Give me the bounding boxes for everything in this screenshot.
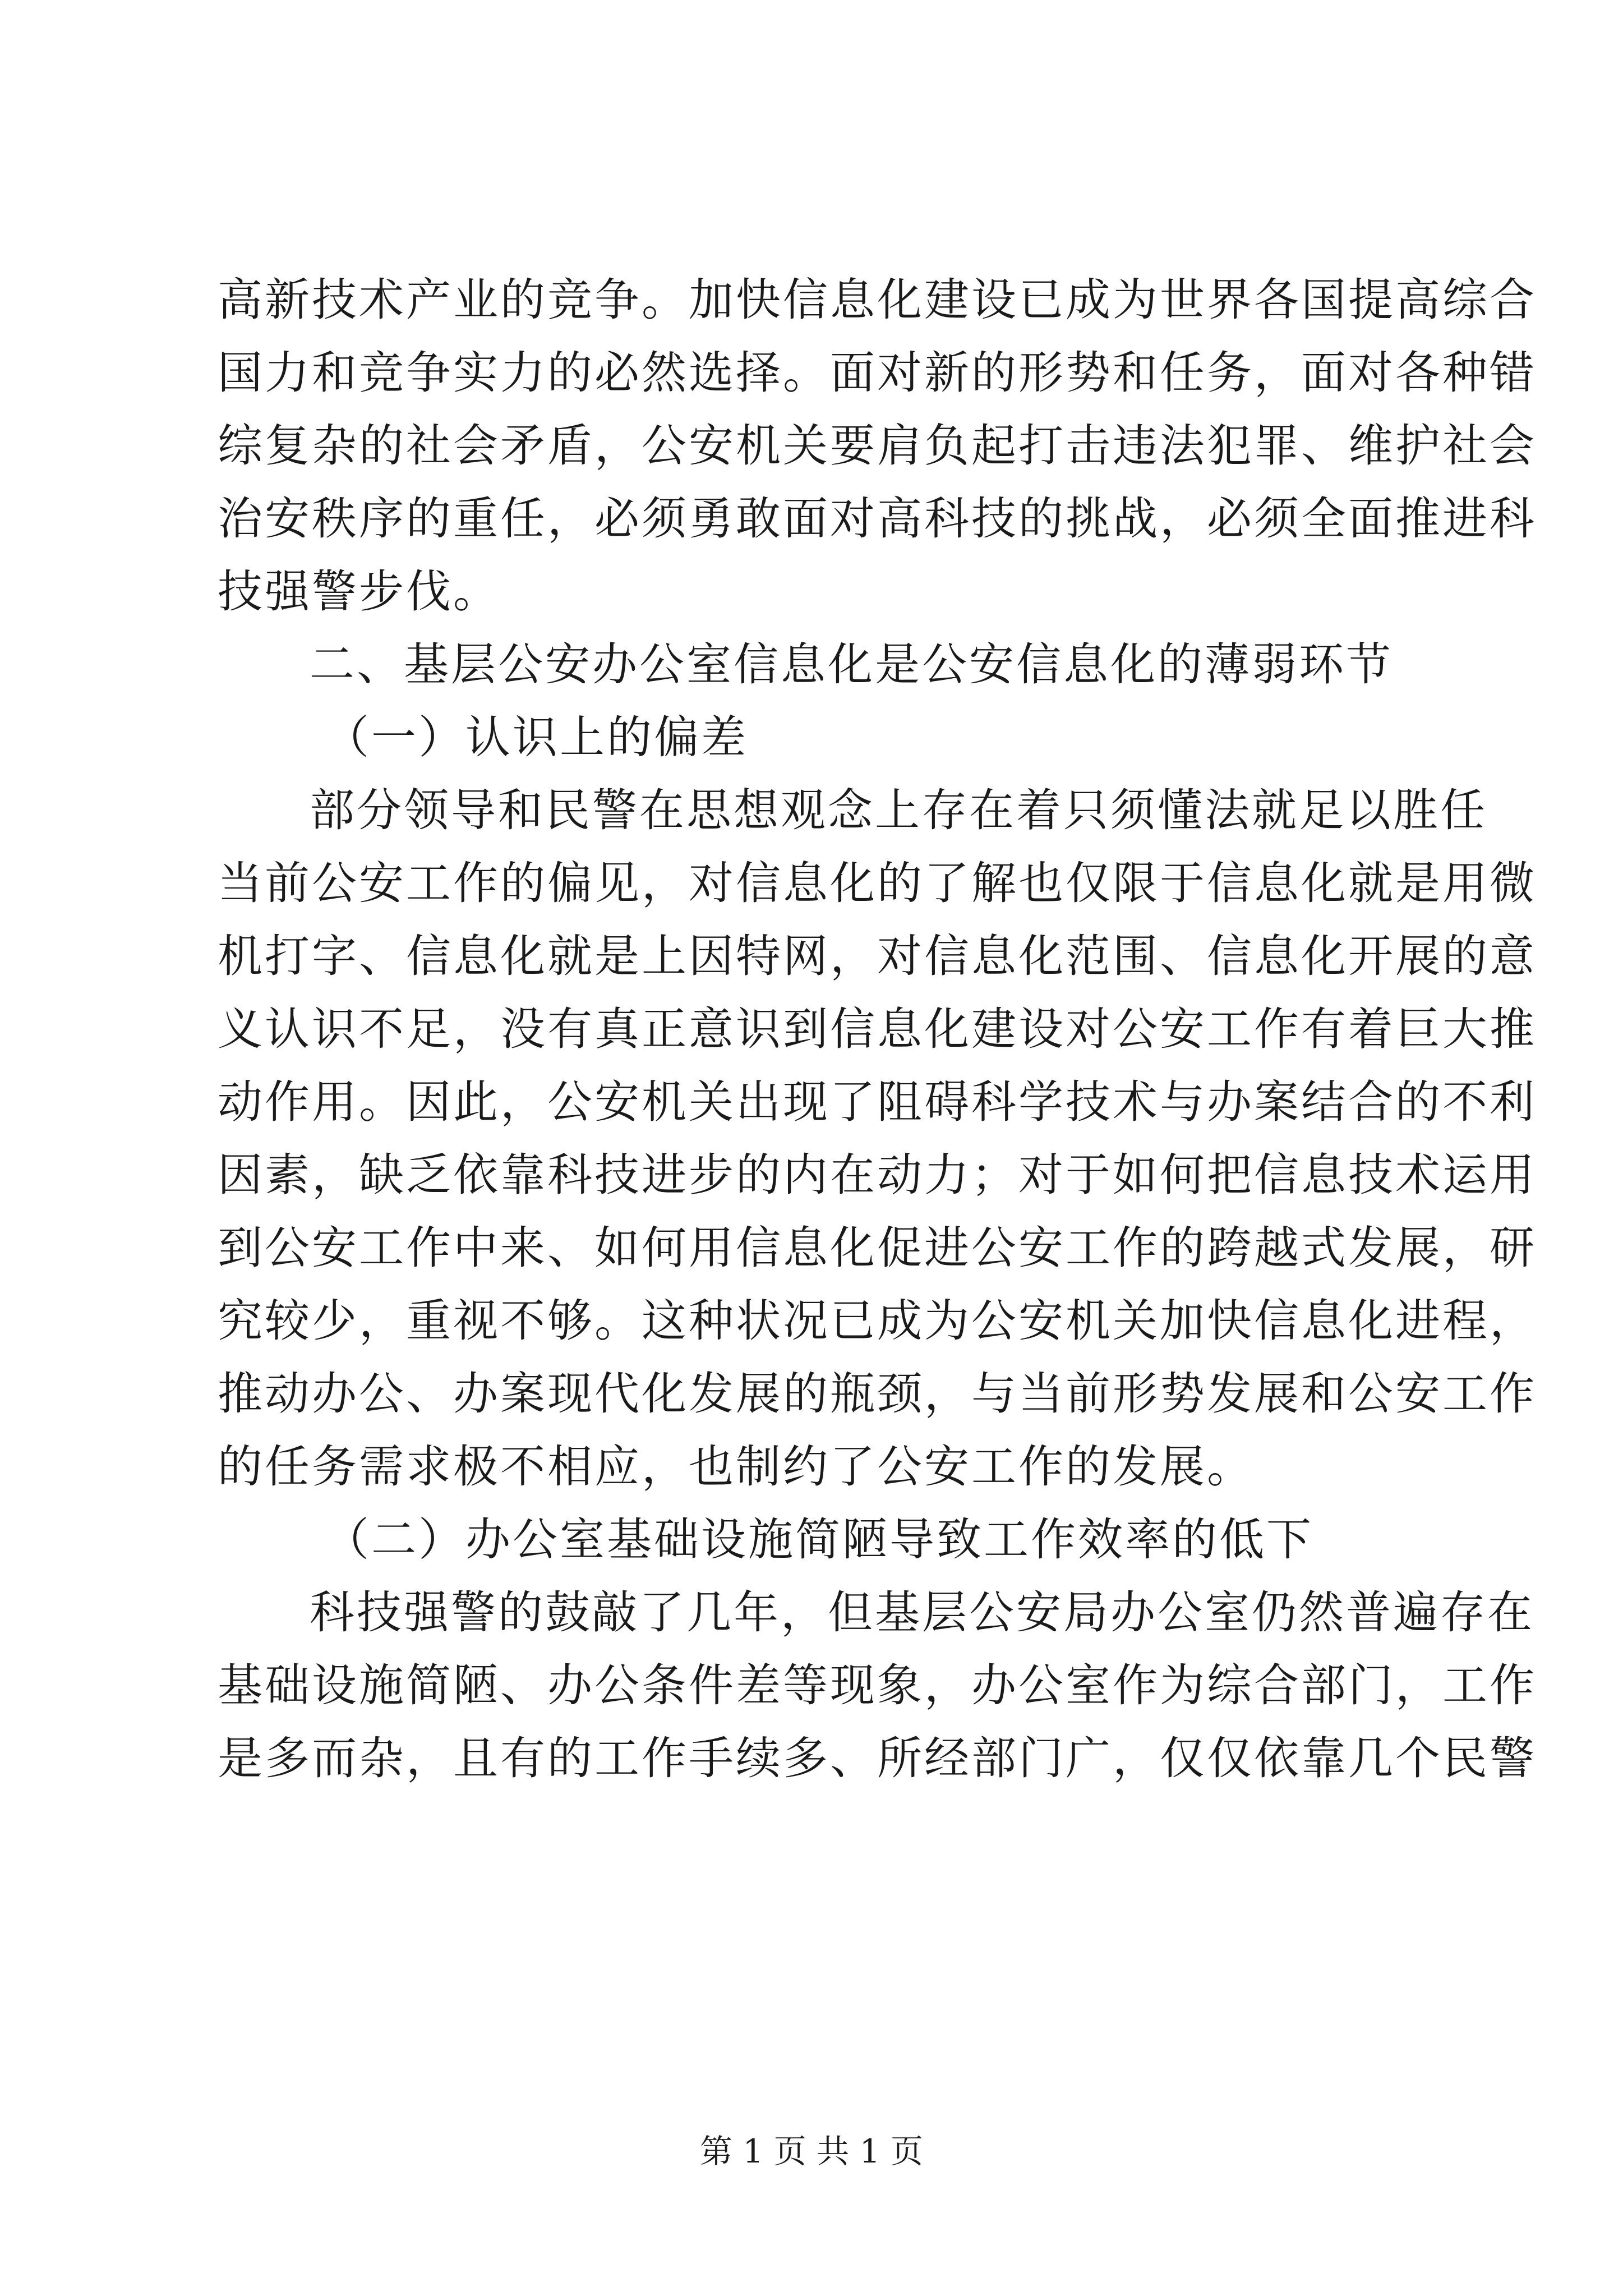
paragraph-line: 究较少，重视不够。这种状况已成为公安机关加快信息化进程， <box>218 1295 1537 1347</box>
paragraph-line: 治安秩序的重任，必须勇敢面对高科技的挑战，必须全面推进科 <box>218 493 1537 545</box>
paragraph-line: 高新技术产业的竞争。加快信息化建设已成为世界各国提高综合 <box>218 274 1537 326</box>
paragraph-line: 义认识不足，没有真正意识到信息化建设对公安工作有着巨大推 <box>218 1003 1537 1055</box>
paragraph-line: 的任务需求极不相应，也制约了公安工作的发展。 <box>218 1441 1254 1493</box>
page-number-label: 第 1 页 共 1 页 <box>700 2132 923 2170</box>
paragraph-line: 当前公安工作的偏见，对信息化的了解也仅限于信息化就是用微 <box>218 857 1537 909</box>
paragraph-line: 技强警步伐。 <box>218 565 500 618</box>
paragraph-line: 动作用。因此，公安机关出现了阻碍科学技术与办案结合的不利 <box>218 1076 1537 1128</box>
paragraph-line: 推动办公、办案现代化发展的瓶颈，与当前形势发展和公安工作 <box>218 1368 1537 1420</box>
body-text <box>218 264 1537 1795</box>
paragraph-line: 部分领导和民警在思想观念上存在着只须懂法就足以胜任 <box>310 784 1487 836</box>
paragraph-line: 机打字、信息化就是上因特网，对信息化范围、信息化开展的意 <box>218 930 1537 982</box>
paragraph-line: 科技强警的鼓敲了几年，但基层公安局办公室仍然普遍存在 <box>310 1586 1534 1639</box>
paragraph-line: 是多而杂，且有的工作手续多、所经部门广，仅仅依靠几个民警 <box>218 1732 1537 1784</box>
section-heading: 二、基层公安办公室信息化是公安信息化的薄弱环节 <box>310 638 1393 691</box>
paragraph-line: 基础设施简陋、办公条件差等现象，办公室作为综合部门，工作 <box>218 1659 1537 1711</box>
subsection-heading: （二）办公室基础设施简陋导致工作效率的低下 <box>324 1513 1313 1566</box>
paragraph-line: 综复杂的社会矛盾，公安机关要肩负起打击违法犯罪、维护社会 <box>218 420 1537 472</box>
subsection-heading: （一）认识上的偏差 <box>324 711 748 763</box>
paragraph-line: 因素，缺乏依靠科技进步的内在动力；对于如何把信息技术运用 <box>218 1149 1537 1201</box>
paragraph-line: 国力和竞争实力的必然选择。面对新的形势和任务，面对各种错 <box>218 347 1537 399</box>
page-footer <box>0 2129 1623 2174</box>
paragraph-line: 到公安工作中来、如何用信息化促进公安工作的跨越式发展，研 <box>218 1222 1537 1274</box>
